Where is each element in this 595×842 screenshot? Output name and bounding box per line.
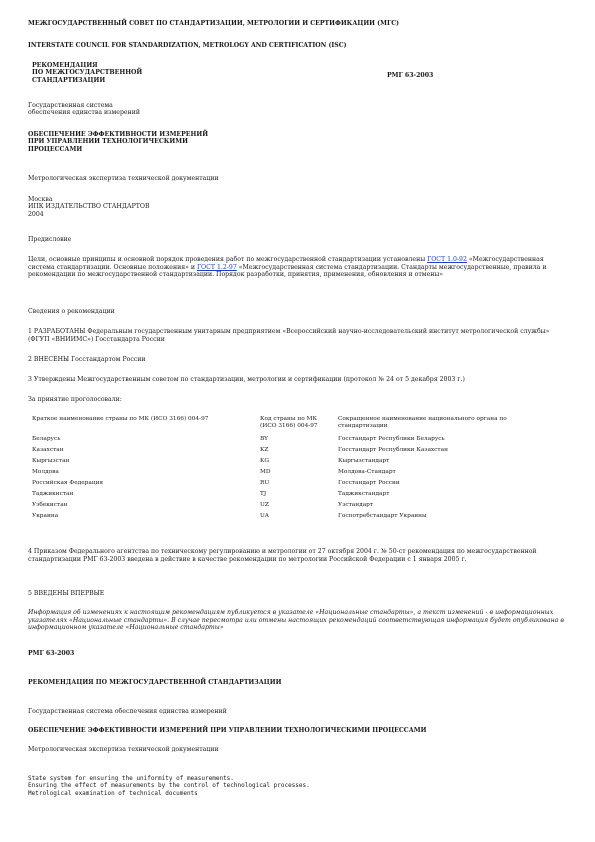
- system-line: Государственная система: [28, 102, 113, 109]
- cell-country: Молдова: [32, 469, 59, 475]
- main-title-line: ОБЕСПЕЧЕНИЕ ЭФФЕКТИВНОСТИ ИЗМЕРЕНИЙ: [28, 131, 209, 138]
- main-title-line: ПРОЦЕССАМИ: [28, 145, 83, 153]
- publisher-year: 2004: [28, 210, 44, 218]
- header-country: Краткое наименование страны по МК (ИСО 3166) 004-97: [32, 416, 209, 422]
- info-item-2: 2 ВНЕСЕНЫ Госстандартом России: [28, 356, 146, 363]
- publisher-block: [28, 196, 150, 218]
- table-row: [30, 458, 552, 469]
- body-code: РМГ 63-2003: [28, 650, 75, 657]
- order-item-4: 4 Приказом Федерального агентства по техническому регулированию и метрологии от 27 октября 2004 г. № 50-ст рекомендация по межгосударственной стандартизации РМГ 63-2003 введена в действие в качестве рекомендации по метрологии Российской Федерации с 1 января 2005 г.: [28, 548, 537, 563]
- order-item-5: 5 ВВЕДЕНЫ ВПЕРВЫЕ: [28, 590, 105, 597]
- table-row: [30, 502, 552, 513]
- header-body: Сокращенное наименование национального органа по стандартизации: [338, 416, 507, 429]
- info-item-1: 1 РАЗРАБОТАНЫ Федеральным государственным унитарным предприятием «Всероссийский научно-исследовательский институт метрологической службы» (ФГУП «ВНИИМС») Госстандарта России: [28, 328, 550, 343]
- cell-body: Госстандарт Республики Беларусь: [338, 436, 445, 442]
- cell-country: Кыргызстан: [32, 458, 70, 464]
- table-row: [30, 436, 552, 447]
- publisher-city: Москва: [28, 196, 53, 203]
- cell-body: Таджикстандарт: [338, 491, 390, 497]
- header-code: Код страны по МК (ИСО 3166) 004-97: [260, 416, 318, 429]
- english-title-line: State system for ensuring the uniformity of measurements.: [28, 775, 234, 782]
- english-title-block: [28, 775, 310, 797]
- table-row: [30, 513, 552, 524]
- body-subtitle: Метрологическая экспертиза технической документации: [28, 746, 219, 753]
- info-heading: Сведения о рекомендации: [28, 308, 115, 315]
- voted-label: За принятие проголосовали:: [28, 396, 122, 403]
- system-line: обеспечения единства измерений: [28, 109, 140, 117]
- change-notice: Информация об изменениях к настоящим рекомендациям публикуется в указателе «Национальные стандарты», а текст изменений - в информационных указателях «Национальные стандарты». В случае пересмотра или отмены настоящих рекомендаций соответствующая информация будет опубликована в информационном указателе «Национальные стандарты»: [28, 609, 564, 632]
- publisher-name: ИПК ИЗДАТЕЛЬСТВО СТАНДАРТОВ: [28, 203, 150, 211]
- body-system-title: Государственная система обеспечения единства измерений: [28, 708, 227, 715]
- rec-line: ПО МЕЖГОСУДАРСТВЕННОЙ: [32, 69, 143, 77]
- cell-body: Кыргызстандарт: [338, 458, 390, 464]
- foreword-text: «Межгосударственная система стандартизации. Основные положения» и: [28, 256, 544, 271]
- cell-country: Беларусь: [32, 436, 61, 442]
- document-code: РМГ 63-2003: [387, 72, 434, 79]
- main-title-line: ПРИ УПРАВЛЕНИИ ТЕХНОЛОГИЧЕСКИМИ: [28, 138, 188, 146]
- body-rec-title: РЕКОМЕНДАЦИЯ ПО МЕЖГОСУДАРСТВЕННОЙ СТАНДАРТИЗАЦИИ: [28, 679, 282, 686]
- cell-country: Узбекистан: [32, 502, 68, 508]
- foreword-text: «Межгосударственная система стандартизации. Стандарты межгосударственные, правила и рекомендации по межгосударственной стандартизации. Порядок разработки, принятия, применения, обновления и отмены»: [28, 263, 547, 279]
- system-title: [28, 102, 140, 117]
- cell-country: Таджикистан: [32, 491, 74, 497]
- foreword-text: Цели, основные принципы и основной порядок проведения работ по межгосударственной стандартизации установлены: [28, 256, 428, 263]
- main-title: [28, 131, 208, 153]
- document-subtitle: Метрологическая экспертиза технической документации: [28, 175, 219, 182]
- foreword-paragraph: [28, 256, 568, 279]
- cell-code: UA: [260, 513, 269, 519]
- table-row: [30, 469, 552, 480]
- table-header-row: [30, 416, 552, 436]
- cell-code: KG: [260, 458, 269, 464]
- cell-body: Госстандарт России: [338, 480, 400, 486]
- cell-code: TJ: [260, 491, 267, 497]
- english-title-line: Metrological examination of technical documents: [28, 789, 198, 797]
- english-title-line: Ensuring the effect of measurements by the control of technological processes.: [28, 782, 310, 790]
- cell-country: Украина: [32, 513, 59, 519]
- info-item-3: 3 Утверждены Межгосударственным советом по стандартизации, метрологии и сертификации (протокол № 24 от 5 декабря 2003 г.): [28, 376, 465, 383]
- cell-body: Госпотребстандарт Украины: [338, 513, 427, 519]
- table-row: [30, 480, 552, 491]
- cell-country: Российская Федерация: [32, 480, 104, 486]
- council-name-en: INTERSTATE COUNCIL FOR STANDARDIZATION, METROLOGY AND CERTIFICATION (ISC): [28, 42, 347, 49]
- cell-code: BY: [260, 436, 268, 442]
- table-row: [30, 447, 552, 458]
- council-name-ru: МЕЖГОСУДАРСТВЕННЫЙ СОВЕТ ПО СТАНДАРТИЗАЦИИ, МЕТРОЛОГИИ И СЕРТИФИКАЦИИ (МГС): [28, 20, 400, 27]
- cell-body: Узстандарт: [338, 502, 374, 508]
- cell-code: RU: [260, 480, 270, 486]
- recommendation-label: [32, 62, 142, 84]
- cell-code: UZ: [260, 502, 269, 508]
- cell-country: Казахстан: [32, 447, 64, 453]
- gost-1-2-97-link[interactable]: ГОСТ 1.2-97: [196, 263, 237, 271]
- table-row: [30, 491, 552, 502]
- body-main-title: ОБЕСПЕЧЕНИЕ ЭФФЕКТИВНОСТИ ИЗМЕРЕНИЙ ПРИ УПРАВЛЕНИИ ТЕХНОЛОГИЧЕСКИМИ ПРОЦЕССАМИ: [28, 727, 427, 734]
- cell-body: Госстандарт Республики Казахстан: [338, 447, 448, 453]
- foreword-heading: Предисловие: [28, 236, 72, 243]
- cell-code: KZ: [260, 447, 269, 453]
- gost-1-0-92-link[interactable]: ГОСТ 1.0-92: [427, 256, 467, 263]
- rec-line: РЕКОМЕНДАЦИЯ: [32, 62, 98, 69]
- rec-line: СТАНДАРТИЗАЦИИ: [32, 76, 106, 84]
- cell-body: Молдова-Стандарт: [338, 469, 396, 475]
- cell-code: MD: [260, 469, 271, 475]
- voting-countries-table: [30, 416, 552, 524]
